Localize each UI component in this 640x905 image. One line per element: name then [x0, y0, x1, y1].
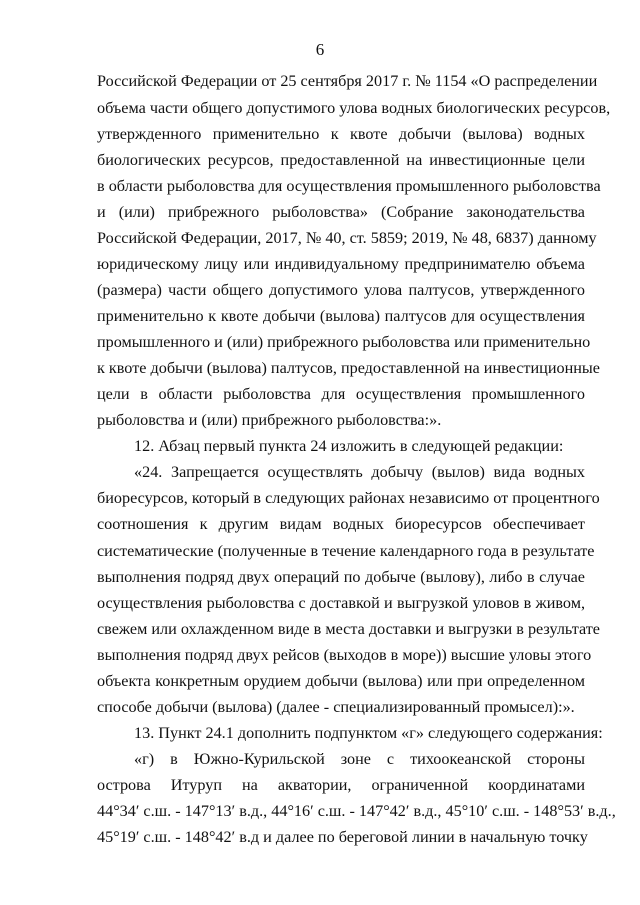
text-line: и (или) прибрежного рыболовства» (Собрание законодательства: [97, 203, 585, 221]
text-line: утвержденного применительно к квоте добычи (вылова) водных: [97, 125, 585, 143]
text-line: Российской Федерации от 25 сентября 2017 г. № 1154 «О распределении: [97, 72, 598, 90]
text-line: промышленного и (или) прибрежного рыболовства или применительно: [97, 333, 591, 351]
text-line: цели в области рыболовства для осуществления промышленного: [97, 385, 585, 403]
text-line: объема части общего допустимого улова водных биологических ресурсов,: [97, 99, 611, 117]
text-line: 12. Абзац первый пункта 24 изложить в следующей редакции:: [134, 437, 564, 455]
text-line: объекта конкретным орудием добычи (вылова) или при определенном: [97, 672, 585, 690]
text-line: 13. Пункт 24.1 дополнить подпунктом «г» следующего содержания:: [134, 724, 603, 742]
text-line: способе добычи (вылова) (далее - специализированный промысел):».: [97, 698, 575, 716]
text-line: рыболовства и (или) прибрежного рыболовства:».: [97, 411, 442, 429]
text-line: «г) в Южно-Курильской зоне с тихоокеанской стороны: [134, 750, 585, 768]
text-line: 44°34′ с.ш. - 147°13′ в.д., 44°16′ с.ш. - 147°42′ в.д., 45°10′ с.ш. - 148°53′ в.д.,: [97, 802, 616, 820]
page-number: 6: [315, 40, 325, 59]
text-line: свежем или охлажденном виде в места доставки и выгрузки в результате: [97, 620, 600, 638]
text-line: в области рыболовства для осуществления промышленного рыболовства: [97, 177, 601, 195]
text-line: к квоте добычи (вылова) палтусов, предоставленной на инвестиционные: [97, 359, 600, 377]
text-line: 45°19′ с.ш. - 148°42′ в.д и далее по береговой линии в начальную точку: [97, 828, 588, 846]
text-line: применительно к квоте добычи (вылова) палтусов для осуществления: [97, 307, 585, 325]
text-line: выполнения подряд двух рейсов (выходов в море)) высшие уловы этого: [97, 646, 592, 664]
text-line: Российской Федерации, 2017, № 40, ст. 5859; 2019, № 48, 6837) данному: [97, 229, 597, 247]
text-line: биоресурсов, который в следующих районах независимо от процентного: [97, 489, 600, 507]
text-line: (размера) части общего допустимого улова палтусов, утвержденного: [97, 281, 585, 299]
text-line: острова Итуруп на акватории, ограниченной координатами: [97, 776, 585, 794]
text-line: соотношения к другим видам водных биоресурсов обеспечивает: [97, 515, 585, 533]
text-line: юридическому лицу или индивидуальному предпринимателю объема: [97, 255, 585, 273]
text-line: биологических ресурсов, предоставленной на инвестиционные цели: [97, 151, 585, 169]
text-line: «24. Запрещается осуществлять добычу (вылов) вида водных: [134, 463, 585, 481]
text-line: систематические (полученные в течение календарного года в результате: [97, 542, 595, 560]
text-line: выполнения подряд двух операций по добыче (вылову), либо в случае: [97, 568, 585, 586]
text-line: осуществления рыболовства с доставкой и выгрузкой уловов в живом,: [97, 594, 585, 612]
